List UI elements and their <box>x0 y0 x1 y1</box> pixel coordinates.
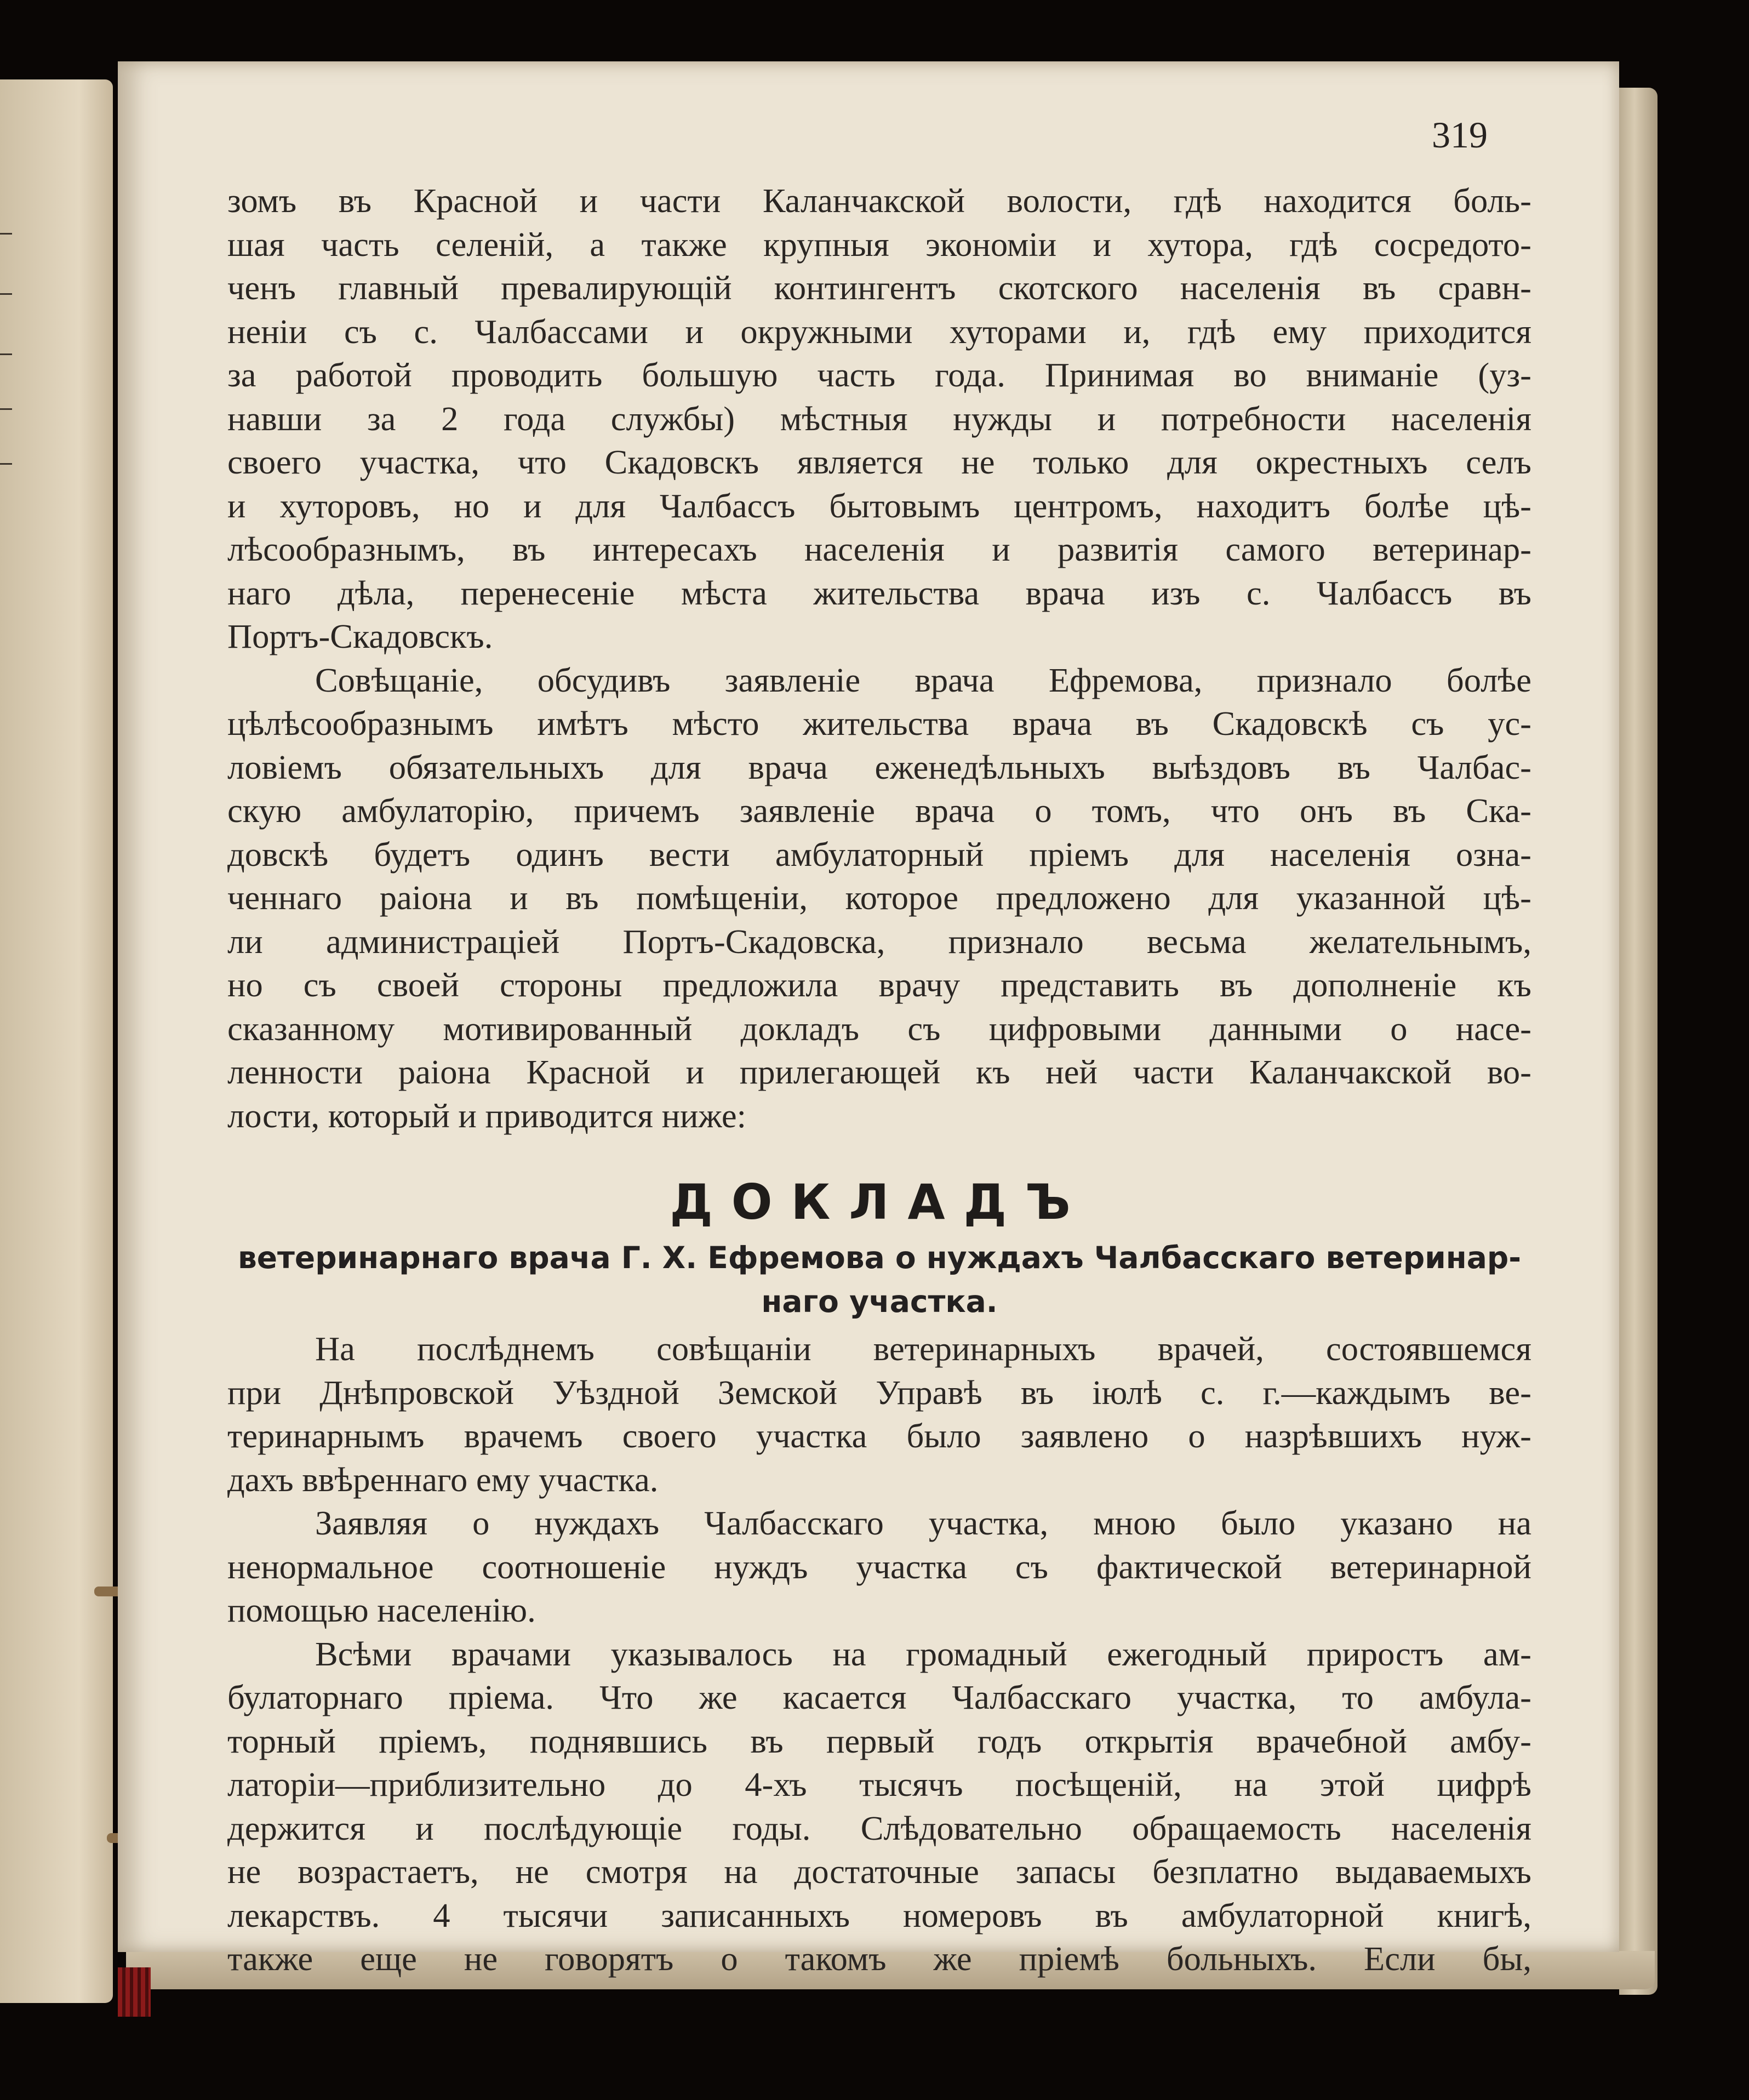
text-line: На послѣднемъ совѣщаніи ветеринарныхъ врачей, состоявшемся <box>315 1329 1531 1368</box>
text-line: и хуторовъ, но и для Чалбассъ бытовымъ центромъ, находитъ болѣе цѣ- <box>227 486 1531 525</box>
text-line: но съ своей стороны предложила врачу представить въ дополненіе къ <box>227 966 1531 1004</box>
text-line: ненормальное соотношеніе нуждъ участка съ фактической ветеринарной <box>227 1547 1531 1586</box>
text-line: дахъ ввѣреннаго ему участка. <box>227 1460 659 1499</box>
page-mark <box>0 293 12 295</box>
text-line: лѣсообразнымъ, въ интересахъ населенія и развитія самого ветеринар- <box>227 530 1531 568</box>
text-line: держится и послѣдующіе годы. Слѣдовательно обращаемость населенія <box>227 1808 1531 1847</box>
book-page <box>118 61 1619 1978</box>
text-line: Заявляя о нуждахъ Чалбасскаго участка, мною было указано на <box>315 1504 1531 1542</box>
text-line: своего участка, что Скадовскъ является не только для окрестныхъ селъ <box>227 443 1531 481</box>
text-line: также еще не говорятъ о такомъ же пріемѣ больныхъ. Если бы, <box>227 1939 1531 1978</box>
facing-page-edge <box>0 79 113 2003</box>
text-line: навши за 2 года службы) мѣстныя нужды и потребности населенія <box>227 399 1531 438</box>
text-line: при Днѣпровской Уѣздной Земской Управѣ въ іюлѣ с. г.—каждымъ ве- <box>227 1373 1531 1412</box>
bookmark-ribbons <box>118 1967 151 2017</box>
page-number: 319 <box>1432 114 1488 156</box>
text-line: булаторнаго пріема. Что же касается Чалбасскаго участка, то амбула- <box>227 1678 1531 1716</box>
text-line: Совѣщаніе, обсудивъ заявленіе врача Ефремова, признало болѣе <box>315 660 1531 699</box>
page-mark <box>0 463 12 465</box>
text-line: ченъ главный превалирующій контингентъ скотского населенія въ сравн- <box>227 269 1531 307</box>
text-line: цѣлѣсообразнымъ имѣтъ мѣсто жительства врача въ Скадовскѣ съ ус- <box>227 704 1531 743</box>
text-line: сказанному мотивированный докладъ съ цифровыми данными о насе- <box>227 1009 1531 1048</box>
text-line: неніи съ с. Чалбассами и окружными хуторами и, гдѣ ему приходится <box>227 312 1531 351</box>
text-line: лекарствъ. 4 тысячи записанныхъ номеровъ въ амбулаторной книгѣ, <box>227 1896 1531 1934</box>
text-line: ленности раіона Красной и прилегающей къ ней части Каланчакской во- <box>227 1053 1531 1091</box>
text-line: Всѣми врачами указывалось на громадный ежегодный приростъ ам- <box>315 1634 1531 1673</box>
report-heading: ДОКЛАДЪ <box>670 1174 1089 1230</box>
text-line: латоріи—приблизительно до 4-хъ тысячъ посѣщеній, на этой цифрѣ <box>227 1765 1531 1804</box>
text-line: помощью населенію. <box>227 1591 536 1629</box>
text-column-upper <box>227 179 1531 1138</box>
page-mark <box>0 408 12 410</box>
text-line: теринарнымъ врачемъ своего участка было заявлено о назрѣвшихъ нуж- <box>227 1417 1531 1455</box>
text-line: торный пріемъ, поднявшись въ первый годъ открытія врачебной амбу- <box>227 1721 1531 1760</box>
text-line: ченнаго раіона и въ помѣщеніи, которое предложено для указанной цѣ- <box>227 878 1531 917</box>
text-line: довскѣ будетъ одинъ вести амбулаторный пріемъ для населенія озна- <box>227 835 1531 874</box>
page-mark <box>0 233 12 235</box>
subtitle-line: ветеринарнаго врача Г. Х. Ефремова о нуждахъ Чалбасскаго ветеринар- <box>237 1240 1522 1275</box>
text-column-lower <box>227 1327 1531 1981</box>
text-line: лости, который и приводится ниже: <box>227 1096 746 1135</box>
text-line: наго дѣла, перенесеніе мѣста жительства врача изъ с. Чалбассъ въ <box>227 573 1531 612</box>
text-line: зомъ въ Красной и части Каланчакской волости, гдѣ находится боль- <box>227 181 1531 220</box>
page-stack-right <box>1619 88 1657 1995</box>
subtitle-line: наго участка. <box>761 1284 998 1319</box>
text-line: скую амбулаторію, причемъ заявленіе врача о томъ, что онъ въ Ска- <box>227 791 1531 830</box>
text-line: не возрастаетъ, не смотря на достаточные запасы безплатно выдаваемыхъ <box>227 1852 1531 1891</box>
text-line: ли администраціей Портъ-Скадовска, признало весьма желательнымъ, <box>227 922 1531 961</box>
page-mark <box>0 353 12 355</box>
text-line: ловіемъ обязательныхъ для врача еженедѣльныхъ выѣздовъ въ Чалбас- <box>227 747 1531 786</box>
text-line: шая часть селеній, а также крупныя экономіи и хутора, гдѣ сосредото- <box>227 225 1531 264</box>
report-subtitle <box>227 1236 1531 1323</box>
text-line: Портъ-Скадовскъ. <box>227 617 493 655</box>
text-line: за работой проводить большую часть года. Принимая во вниманіе (уз- <box>227 356 1531 394</box>
